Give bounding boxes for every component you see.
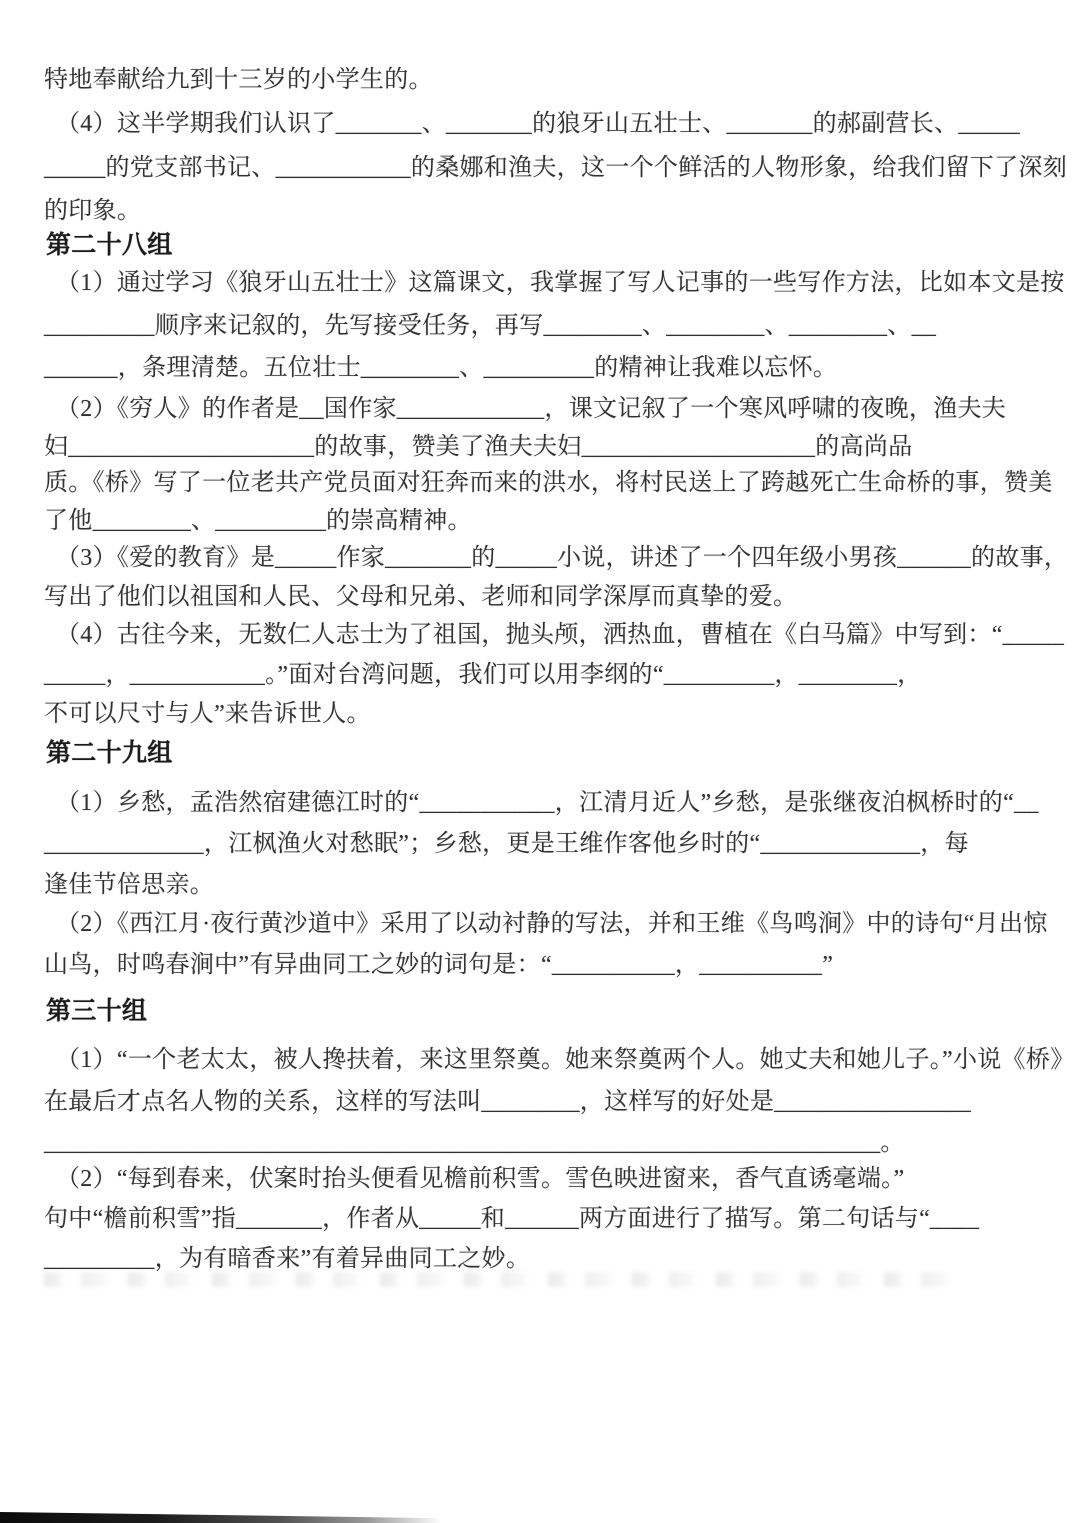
text-line: ____________________________________________________________________。 (44, 1130, 905, 1156)
text-line: 句中“檐前积雪”指_______，作者从_____和______两方面进行了描写。第二句话与“____ (44, 1206, 980, 1232)
text-line: （3）《爱的教育》是_____作家_______的_____小说，讲述了一个四年级小男孩______的故事， (56, 545, 1069, 571)
text-line: _________，为有暗香来”有着异曲同工之妙。 (44, 1246, 531, 1272)
text-line: 逢佳节倍思亲。 (44, 872, 215, 898)
text-line: （4）古往今来，无数仁人志士为了祖国，抛头颅，洒热血，曹植在《白马篇》中写到：“_____ (56, 622, 1065, 648)
text-line: （4）这半学期我们认识了_______、_______的狼牙山五壮士、_______的郝副营长、_____ (56, 111, 1020, 137)
text-line: _________顺序来记叙的，先写接受任务，再写________、________、________、__ (44, 313, 937, 339)
text-line: 了他________、_________的崇高精神。 (44, 508, 472, 534)
faded-ghost-text-artifact (44, 1272, 949, 1287)
text-line: 的印象。 (44, 198, 142, 224)
text-line: _____，___________。”面对台湾问题，我们可以用李纲的“_________，________， (44, 662, 922, 688)
text-line: （2）《穷人》的作者是__国作家____________，课文记叙了一个寒风呼啸的夜晚，渔夫夫 (56, 396, 1007, 422)
scan-smudge-bottom-left (0, 1511, 460, 1523)
text-line: （1）乡愁，孟浩然宿建德江时的“___________，江清月近人”乡愁，是张继夜泊枫桥时的“__ (56, 790, 1039, 816)
text-line: 质。《桥》写了一位老共产党员面对狂奔而来的洪水，将村民送上了跨越死亡生命桥的事，赞美 (44, 470, 1053, 496)
text-line: _____________，江枫渔火对愁眠”；乡愁，更是王维作客他乡时的“_____________，每 (44, 831, 969, 857)
text-line: _____的党支部书记、___________的桑娜和渔夫，这一个个鲜活的人物形象，给我们留下了深刻 (44, 155, 1067, 181)
text-line: 不可以尺寸与人”来告诉世人。 (44, 701, 371, 727)
text-line: （1）通过学习《狼牙山五壮士》这篇课文，我掌握了写人记事的一些写作方法，比如本文是按 (56, 270, 1065, 296)
text-line: ______，条理清楚。五位壮士________、_________的精神让我难以忘怀。 (44, 355, 838, 381)
section-heading: 第二十九组 (46, 740, 173, 767)
text-line: 山鸟，时鸣春涧中”有异曲同工之妙的词句是：“__________，__________” (44, 952, 834, 978)
text-line: 写出了他们以祖国和人民、父母和兄弟、老师和同学深厚而真挚的爱。 (44, 584, 798, 610)
text-line: 妇____________________的故事，赞美了渔夫夫妇___________________的高尚品 (44, 434, 913, 460)
section-heading: 第三十组 (46, 998, 148, 1025)
text-line: （2）“每到春来，伏案时抬头便看见檐前积雪。雪色映进窗来，香气直诱毫端。” (56, 1166, 905, 1192)
text-line: （1）“一个老太太，被人搀扶着，来这里祭奠。她来祭奠两个人。她丈夫和她儿子。”小说《桥》 (56, 1047, 1075, 1073)
text-line: （2）《西江月·夜行黄沙道中》采用了以动衬静的写法，并和王维《鸟鸣涧》中的诗句“月出惊 (56, 911, 1048, 937)
text-line: 特地奉献给九到十三岁的小学生的。 (44, 67, 433, 93)
section-heading: 第二十八组 (46, 232, 173, 259)
text-line: 在最后才点名人物的关系，这样的写法叫________，这样写的好处是________________ (44, 1089, 971, 1115)
